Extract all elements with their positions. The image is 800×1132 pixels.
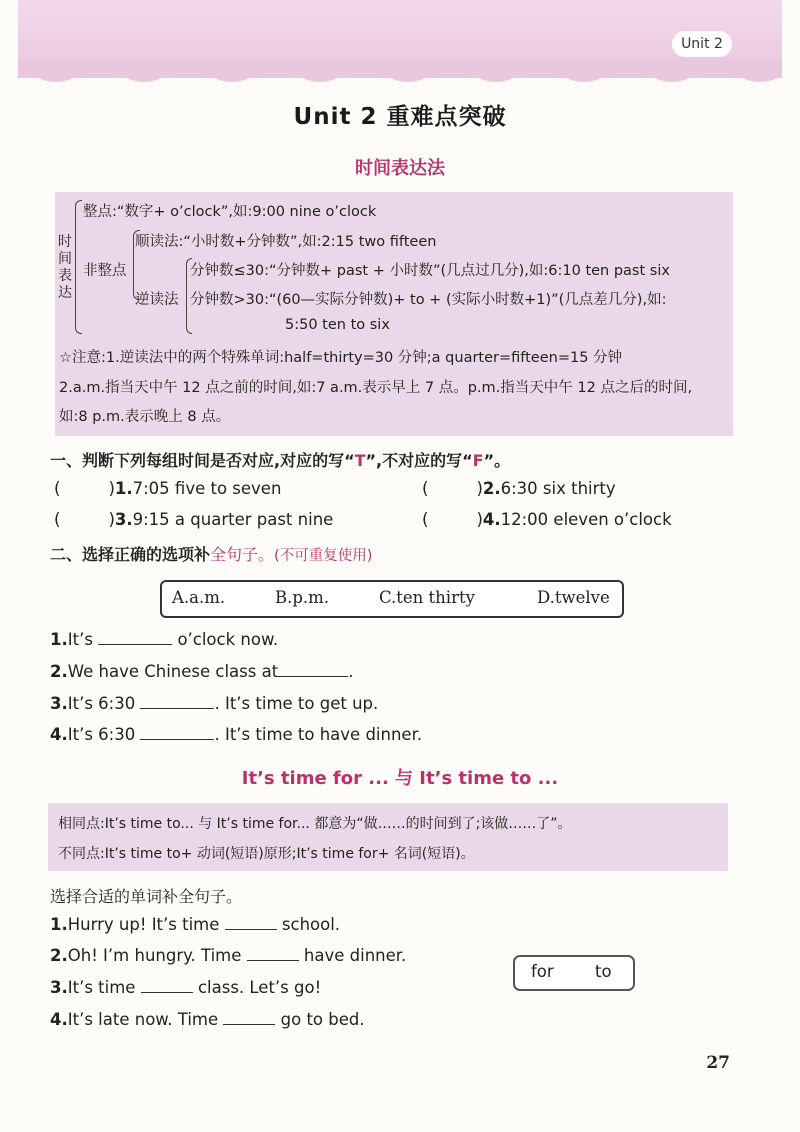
same-point: 相同点:It’s time to... 与 It’s time for... 都意为“做……的时间到了;该做……了”。 [58,816,572,832]
difference-point: 不同点:It’s time to+ 动词(短语)原形;It’s time for+ 名词(短语)。 [58,846,475,862]
page-number: 27 [706,1053,730,1073]
vertical-label: 时 间 表 达 [58,234,72,301]
answer-blank[interactable] [140,725,214,740]
exercise2-item-3: 3.It’s 6:30 . It’s time to get up. [50,694,379,713]
note-line-3: 如:8 p.m.表示晚上 8 点。 [59,409,231,425]
answer-blank[interactable] [141,978,193,993]
answer-blank[interactable] [278,662,348,677]
backward-gt30-rule: 分钟数>30:“(60—实际分钟数)+ to + (实际小时数+1)”(几点差几分),如: [190,292,667,308]
exact-hour-rule: 整点:“数字+ o’clock”,如:9:00 nine o’clock [83,204,377,220]
answer-blank[interactable] [247,946,299,961]
exercise2-item-1: 1.It’s o’clock now. [50,630,279,649]
backward-example: 5:50 ten to six [285,317,390,333]
exercise3-heading: 选择合适的单词补全句子。 [50,887,243,906]
exercise1-heading: 一、判断下列每组时间是否对应,对应的写“T”,不对应的写“F”。 [50,451,511,470]
note-line-1: ☆注意:1.逆读法中的两个特殊单词:half=thirty=30 分钟;a quarter=fifteen=15 分钟 [59,350,623,366]
unit-tab: Unit 2 [672,31,732,57]
options-box [160,580,624,618]
answer-blank[interactable] [140,694,214,709]
non-exact-label: 非整点 [83,263,127,279]
exercise2-item-4: 4.It’s 6:30 . It’s time to have dinner. [50,725,423,744]
comparison-box [48,803,728,871]
word-bank-box [513,955,635,991]
section-heading-its-time: It’s time for ... 与 It’s time to ... [241,768,559,789]
backward-le30-rule: 分钟数≤30:“分钟数+ past + 小时数”(几点过几分),如:6:10 ten past six [190,263,670,279]
exercise2-item-2: 2.We have Chinese class at . [50,662,354,681]
exercise3-item-3: 3.It’s time class. Let’s go! [50,978,322,997]
answer-blank[interactable] [225,915,277,930]
option-a: A.a.m. [172,588,226,607]
header-wave [18,58,782,88]
exercise1-item-2: ( )2.6:30 six thirty [422,479,616,498]
time-expression-box [55,192,733,436]
answer-blank[interactable] [98,630,172,645]
exercise1-item-3: ( )3.9:15 a quarter past nine [54,510,334,529]
backward-label: 逆读法 [135,292,179,308]
exercise1-item-4: ( )4.12:00 eleven o’clock [422,510,672,529]
word-for: for [531,962,554,981]
forward-reading-rule: 顺读法:“小时数+分钟数”,如:2:15 two fifteen [135,234,437,250]
note-line-2: 2.a.m.指当天中午 12 点之前的时间,如:7 a.m.表示早上 7 点。p.m.指当天中午 12 点之后的时间, [59,380,693,396]
page-title: Unit 2 重难点突破 [293,104,507,130]
exercise3-item-1: 1.Hurry up! It’s time school. [50,915,341,934]
outer-bracket [75,200,82,334]
answer-blank[interactable] [223,1010,275,1025]
exercise1-item-1: ( )1.7:05 five to seven [54,479,282,498]
exercise2-heading: 二、选择正确的选项补全句子。(不可重复使用) [50,545,373,564]
exercise3-item-4: 4.It’s late now. Time go to bed. [50,1010,365,1029]
option-d: D.twelve [537,588,610,607]
option-b: B.p.m. [275,588,330,607]
exercise3-item-2: 2.Oh! I’m hungry. Time have dinner. [50,946,407,965]
section-heading-time-expressions: 时间表达法 [355,158,445,179]
word-to: to [595,962,612,981]
option-c: C.ten thirty [379,588,475,607]
